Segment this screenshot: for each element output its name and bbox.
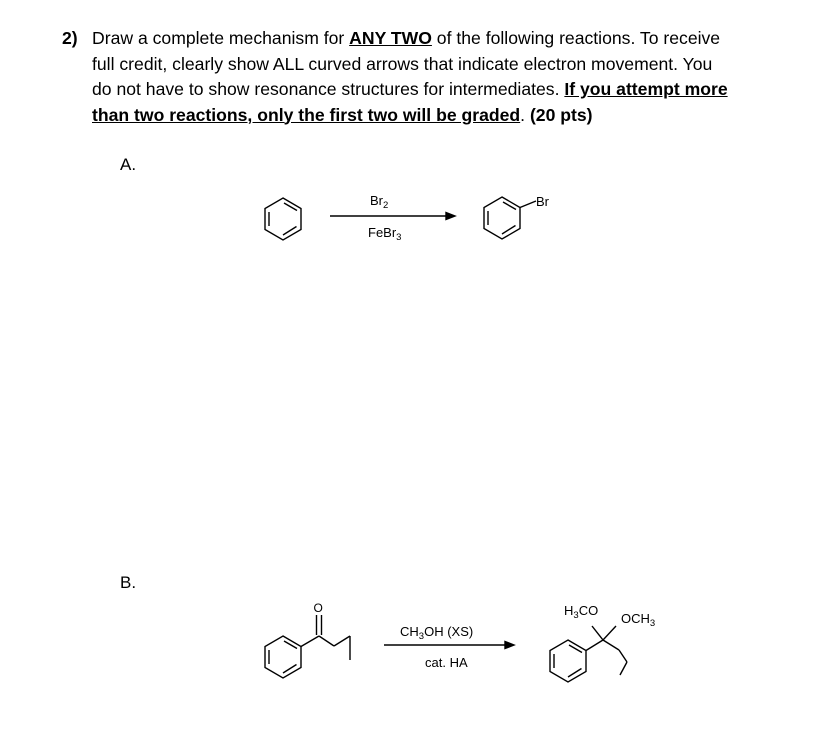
question-text-segment: do not have to show resonance structures for intermediates. bbox=[92, 79, 565, 99]
question-number: 2) bbox=[62, 28, 78, 48]
reaction-b-arrow bbox=[384, 642, 514, 649]
reaction-a-label: A. bbox=[120, 155, 137, 174]
reagent-methanol-excess: $CH_3OH$ (XS) bbox=[400, 624, 474, 642]
bromobenzene-product bbox=[484, 197, 536, 239]
ketone-reactant bbox=[265, 615, 350, 678]
ketal-product bbox=[550, 626, 627, 682]
question-text-segment: Draw a complete mechanism for bbox=[92, 28, 350, 48]
reagent-bromine: $Br_2$ bbox=[370, 193, 389, 211]
bromo-substituent-label: Br bbox=[536, 194, 549, 209]
benzene-reactant bbox=[265, 198, 301, 240]
question-text-segment: . bbox=[520, 104, 526, 125]
reaction-b-label: B. bbox=[120, 573, 137, 592]
catalyst-acid: cat. HA bbox=[425, 655, 468, 670]
catalyst-iron-tribromide: FeBr$_3$ bbox=[368, 225, 402, 243]
methoxy-right-label: $OCH_3$ bbox=[621, 611, 656, 629]
carbonyl-oxygen-label: O bbox=[313, 601, 323, 615]
methoxy-left-label: $H_3CO$ bbox=[564, 603, 599, 621]
question-text-segment: of the following reactions. To receive bbox=[431, 28, 721, 48]
emphasis-grading-rule-part1: If you attempt more bbox=[564, 79, 728, 99]
reaction-a-arrow bbox=[330, 213, 455, 220]
points-value: (20 pts) bbox=[525, 104, 593, 125]
emphasis-grading-rule-part2: than two reactions, only the first two will be graded bbox=[92, 104, 521, 125]
question-text-segment: full credit, clearly show ALL curved arrows that indicate electron movement. You bbox=[92, 53, 713, 74]
emphasis-any-two: ANY TWO bbox=[349, 28, 432, 48]
